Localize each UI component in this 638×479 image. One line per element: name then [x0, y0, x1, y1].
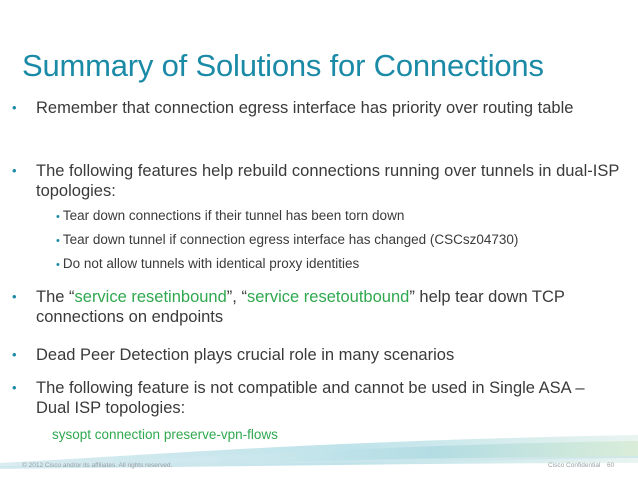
bullet-item: [12, 345, 621, 365]
sub-bullet-item: [56, 232, 616, 249]
bullet-item: [12, 161, 621, 201]
footer-page-number: 60: [607, 462, 615, 469]
bullet-dot: •: [56, 259, 60, 271]
sub-bullet-item: [56, 208, 616, 225]
footer-decorative-band: [0, 433, 638, 479]
sub-bullet-item: [56, 256, 616, 273]
service-suffix: ” help tear down TCP connections on endpoints: [36, 288, 565, 326]
bullet-dot: •: [12, 347, 17, 362]
bullet-item: [12, 378, 621, 418]
bullet-text: [26, 287, 621, 327]
bullet-text: Dead Peer Detection plays crucial role in many scenarios: [36, 346, 455, 364]
bullet-item: [12, 98, 621, 118]
bullet-dot: •: [12, 380, 17, 395]
bullet-dot: •: [12, 100, 17, 115]
sub-bullet-text: Tear down tunnel if connection egress interface has changed (CSCsz04730): [62, 232, 519, 247]
slide-title: Summary of Solutions for Connections: [22, 48, 544, 83]
bullet-text: The following feature is not compatible and cannot be used in Single ASA – Dual ISP topologies:: [36, 379, 585, 417]
bullet-dot: •: [12, 289, 17, 304]
bullet-dot: •: [12, 163, 17, 178]
service-resetinbound-command: service resetinbound: [74, 288, 227, 306]
service-resetoutbound-command: service resetoutbound: [246, 288, 410, 306]
footer-copyright: © 2012 Cisco and/or its affiliates. All rights reserved.: [22, 462, 173, 469]
bullet-text: Remember that connection egress interface has priority over routing table: [36, 99, 574, 117]
bullet-item: [12, 287, 621, 327]
sub-bullet-text: Tear down connections if their tunnel has been torn down: [62, 208, 405, 223]
bullet-dot: •: [56, 211, 60, 223]
service-prefix: The “: [36, 288, 75, 306]
footer-confidential: Cisco Confidential: [548, 462, 601, 469]
sub-bullet-text: Do not allow tunnels with identical proxy identities: [62, 256, 360, 271]
bullet-text: The following features help rebuild connections running over tunnels in dual-ISP topologies:: [36, 162, 620, 200]
service-mid: ”, “: [226, 288, 247, 306]
sysopt-command: sysopt connection preserve-vpn-flows: [52, 427, 278, 442]
bullet-dot: •: [56, 235, 60, 247]
